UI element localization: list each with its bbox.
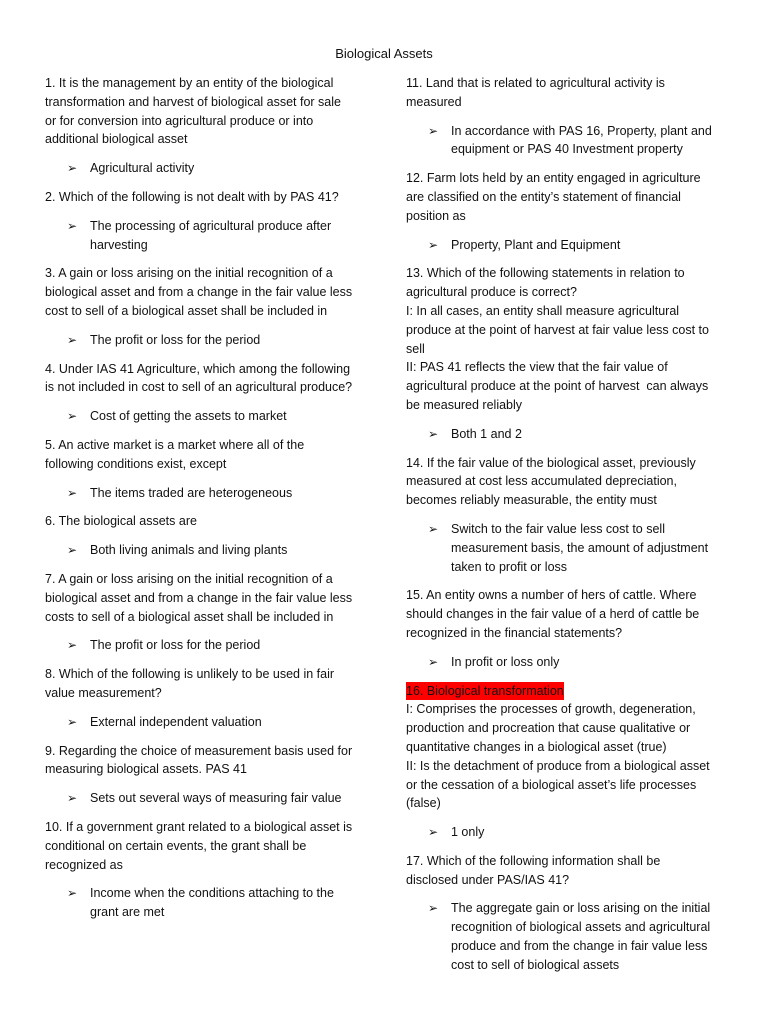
question-line: 10. If a government grant related to a biological asset is [45, 819, 353, 834]
question-line: should changes in the fair value of a herd of cattle be [406, 607, 700, 622]
answer [406, 899, 746, 974]
answer [406, 653, 746, 672]
question [45, 436, 365, 474]
question [45, 742, 365, 780]
arrow-bullet-icon: ➢ [428, 825, 439, 840]
question-line: I: Comprises the processes of growth, degeneration, [406, 702, 696, 717]
question-line: position as [406, 208, 466, 223]
question-line: biological asset and from a change in the fair value less [45, 590, 353, 605]
answer-line: The profit or loss for the period [90, 638, 261, 653]
arrow-bullet-icon: ➢ [67, 485, 78, 500]
question [406, 74, 746, 112]
answer [45, 407, 365, 426]
question-line: sell [406, 341, 425, 356]
question-line: 7. A gain or loss arising on the initial recognition of a [45, 571, 333, 586]
question [406, 454, 746, 510]
arrow-bullet-icon: ➢ [67, 543, 78, 558]
answer [45, 217, 365, 255]
question-line: or for conversion into agricultural produce or into [45, 113, 314, 128]
question [406, 852, 746, 890]
question-line: measured at cost less accumulated depreciation, [406, 474, 677, 489]
arrow-bullet-icon: ➢ [428, 901, 439, 916]
question [45, 512, 365, 531]
answer-line: Property, Plant and Equipment [451, 237, 621, 252]
question-line: production and procreation that cause qualitative or [406, 721, 691, 736]
answer-line: Sets out several ways of measuring fair value [90, 791, 342, 806]
question-line: 14. If the fair value of the biological asset, previously [406, 455, 696, 470]
question-line: disclosed under PAS/IAS 41? [406, 872, 570, 887]
answer-line: taken to profit or loss [451, 559, 568, 574]
answer-line: External independent valuation [90, 714, 262, 729]
question-line: agricultural produce is correct? [406, 285, 577, 300]
question [45, 264, 365, 320]
answer-line: The aggregate gain or loss arising on the initial [451, 901, 711, 916]
question-line: recognized in the financial statements? [406, 625, 623, 640]
answer-line: Income when the conditions attaching to the [90, 886, 334, 901]
question [406, 169, 746, 225]
arrow-bullet-icon: ➢ [428, 237, 439, 252]
arrow-bullet-icon: ➢ [428, 654, 439, 669]
question-line: transformation and harvest of biological asset for sale [45, 94, 341, 109]
answer-line: Switch to the fair value less cost to sell [451, 521, 665, 536]
question [406, 682, 746, 814]
question [45, 665, 365, 703]
arrow-bullet-icon: ➢ [428, 123, 439, 138]
answer-line: produce and from the change in fair value less [451, 939, 708, 954]
question-line: be measured reliably [406, 397, 523, 412]
question-line: 8. Which of the following is unlikely to be used in fair [45, 667, 335, 682]
answer [406, 823, 746, 842]
question [45, 360, 365, 398]
arrow-bullet-icon: ➢ [67, 218, 78, 233]
question [45, 818, 365, 874]
highlighted-question-line: 16. Biological transformation [406, 682, 564, 701]
question-line: costs to sell of a biological asset shall be included in [45, 609, 334, 624]
question-line: 12. Farm lots held by an entity engaged in agriculture [406, 171, 701, 186]
question-line: is not included in cost to sell of an agricultural produce? [45, 380, 353, 395]
answer-line: measurement basis, the amount of adjustment [451, 540, 709, 555]
question-line: quantitative changes in a biological asset (true) [406, 739, 667, 754]
answer-line: The items traded are heterogeneous [90, 485, 293, 500]
question [45, 74, 365, 149]
question-line: 1. It is the management by an entity of the biological [45, 76, 334, 90]
arrow-bullet-icon: ➢ [67, 161, 78, 176]
question-line: recognized as [45, 857, 123, 872]
answer [45, 713, 365, 732]
answer [45, 541, 365, 560]
answer [45, 789, 365, 808]
question-line: produce at the point of harvest at fair value less cost to [406, 322, 709, 337]
answer-line: In accordance with PAS 16, Property, plant and [451, 123, 712, 138]
question-line: value measurement? [45, 685, 162, 700]
question-line: 13. Which of the following statements in relation to [406, 266, 685, 281]
answer [406, 122, 746, 160]
question-line: agricultural produce at the point of harvest can always [406, 379, 709, 394]
question-line: or the cessation of a biological asset’s life processes [406, 777, 697, 792]
answer [45, 484, 365, 503]
arrow-bullet-icon: ➢ [67, 714, 78, 729]
arrow-bullet-icon: ➢ [67, 409, 78, 424]
answer [45, 159, 365, 178]
answer-line: The profit or loss for the period [90, 332, 261, 347]
answer [406, 520, 746, 576]
answer [406, 236, 746, 255]
question-line: cost to sell of a biological asset shall be included in [45, 303, 328, 318]
question [406, 264, 746, 414]
arrow-bullet-icon: ➢ [67, 332, 78, 347]
question [406, 586, 746, 642]
answer-line: 1 only [451, 825, 485, 840]
question-line: 6. The biological assets are [45, 514, 197, 529]
question-line: additional biological asset [45, 132, 188, 147]
answer [406, 425, 746, 444]
question-line: conditional on certain events, the grant shall be [45, 838, 307, 853]
answer-line: cost to sell of biological assets [451, 957, 620, 972]
arrow-bullet-icon: ➢ [67, 791, 78, 806]
left-column [45, 74, 365, 932]
answer-line: In profit or loss only [451, 654, 560, 669]
question-line: 9. Regarding the choice of measurement basis used for [45, 743, 353, 758]
question [45, 188, 365, 207]
answer-line: Cost of getting the assets to market [90, 409, 287, 424]
arrow-bullet-icon: ➢ [428, 426, 439, 441]
question-line: measuring biological assets. PAS 41 [45, 762, 247, 777]
page-title: Biological Assets [335, 46, 433, 61]
question-line: 4. Under IAS 41 Agriculture, which among the following [45, 361, 351, 376]
answer-line: equipment or PAS 40 Investment property [451, 142, 683, 157]
question-line: 5. An active market is a market where all of the [45, 437, 305, 452]
arrow-bullet-icon: ➢ [67, 886, 78, 901]
answer-line: grant are met [90, 905, 165, 920]
question-line: measured [406, 94, 462, 109]
question-line: 17. Which of the following information shall be [406, 853, 661, 868]
question-line: are classified on the entity’s statement of financial [406, 189, 681, 204]
answer-line: Both living animals and living plants [90, 543, 288, 558]
answer-line: harvesting [90, 237, 148, 252]
question-line: II: PAS 41 reflects the view that the fair value of [406, 360, 668, 375]
question-line: II: Is the detachment of produce from a biological asset [406, 758, 710, 773]
answer-line: Both 1 and 2 [451, 426, 522, 441]
question-line: biological asset and from a change in the fair value less [45, 285, 353, 300]
answer-line: Agricultural activity [90, 161, 195, 176]
question [45, 570, 365, 626]
question-line: following conditions exist, except [45, 456, 227, 471]
answer-line: The processing of agricultural produce after [90, 218, 332, 233]
question-line: (false) [406, 796, 441, 811]
arrow-bullet-icon: ➢ [67, 638, 78, 653]
arrow-bullet-icon: ➢ [428, 521, 439, 536]
answer [45, 636, 365, 655]
answer [45, 331, 365, 350]
question-line: 15. An entity owns a number of hers of cattle. Where [406, 588, 697, 603]
question-line: 11. Land that is related to agricultural activity is [406, 76, 665, 90]
answer-line: recognition of biological assets and agricultural [451, 920, 711, 935]
question-line: 3. A gain or loss arising on the initial recognition of a [45, 266, 333, 281]
answer [45, 884, 365, 922]
question-line: I: In all cases, an entity shall measure agricultural [406, 303, 680, 318]
right-column [406, 74, 746, 985]
question-line: becomes reliably measurable, the entity must [406, 493, 657, 508]
question-line: 2. Which of the following is not dealt with by PAS 41? [45, 189, 339, 204]
